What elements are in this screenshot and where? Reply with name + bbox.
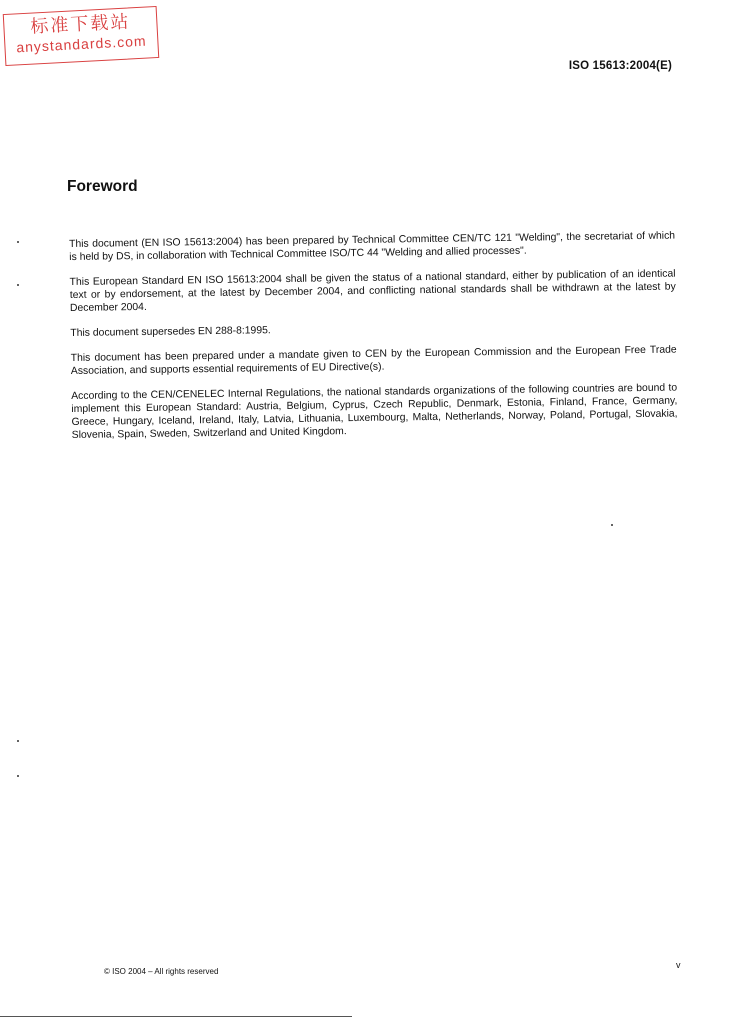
scan-speck xyxy=(17,740,19,742)
stamp-chinese-text: 标准下载站 xyxy=(29,11,131,38)
foreword-body xyxy=(69,230,678,454)
paragraph-5: According to the CEN/CENELEC Internal Regulations, the national standards organizations of the following countries are bound to implement this European Standard: Austria, Belgium, Cyprus, Czech Republic, Denmark, Estonia, Finland, France, Germany, Greece, Hungary, Iceland, Ireland, Italy, Latvia, Lithuania, Luxembourg, Malta, Netherlands, Norway, Poland, Portugal, Slovakia, Slovenia, Spain, Sweden, Switzerland and United Kingdom. xyxy=(71,382,678,441)
stamp-latin-text: anystandards.com xyxy=(15,32,147,56)
paragraph-2: This European Standard EN ISO 15613:2004 shall be given the status of a national standard, either by publication of an identical text or by endorsement, at the latest by December 2004, and conflicting national standards shall be withdrawn at the latest by December 2004. xyxy=(69,268,676,314)
bottom-rule xyxy=(0,1016,352,1017)
scan-speck xyxy=(611,524,613,526)
scan-speck xyxy=(17,775,19,777)
paragraph-3: This document supersedes EN 288-8:1995. xyxy=(70,325,271,339)
document-id: ISO 15613:2004(E) xyxy=(568,60,672,72)
copyright-notice: © ISO 2004 – All rights reserved xyxy=(104,967,219,976)
scan-speck xyxy=(17,241,19,243)
page-title: Foreword xyxy=(67,178,138,195)
scan-speck xyxy=(17,284,19,286)
page-number: v xyxy=(676,960,681,970)
watermark-stamp xyxy=(3,6,160,66)
paragraph-4: This document has been prepared under a mandate given to CEN by the European Commission and the European Free Trade Association, and supports essential requirements of EU Directive(s). xyxy=(70,344,677,377)
paragraph-1: This document (EN ISO 15613:2004) has been prepared by Technical Committee CEN/TC 121 "Welding", the secretariat of which is held by DS, in collaboration with Technical Committee ISO/TC 44 "Welding and allied processes". xyxy=(69,230,676,263)
